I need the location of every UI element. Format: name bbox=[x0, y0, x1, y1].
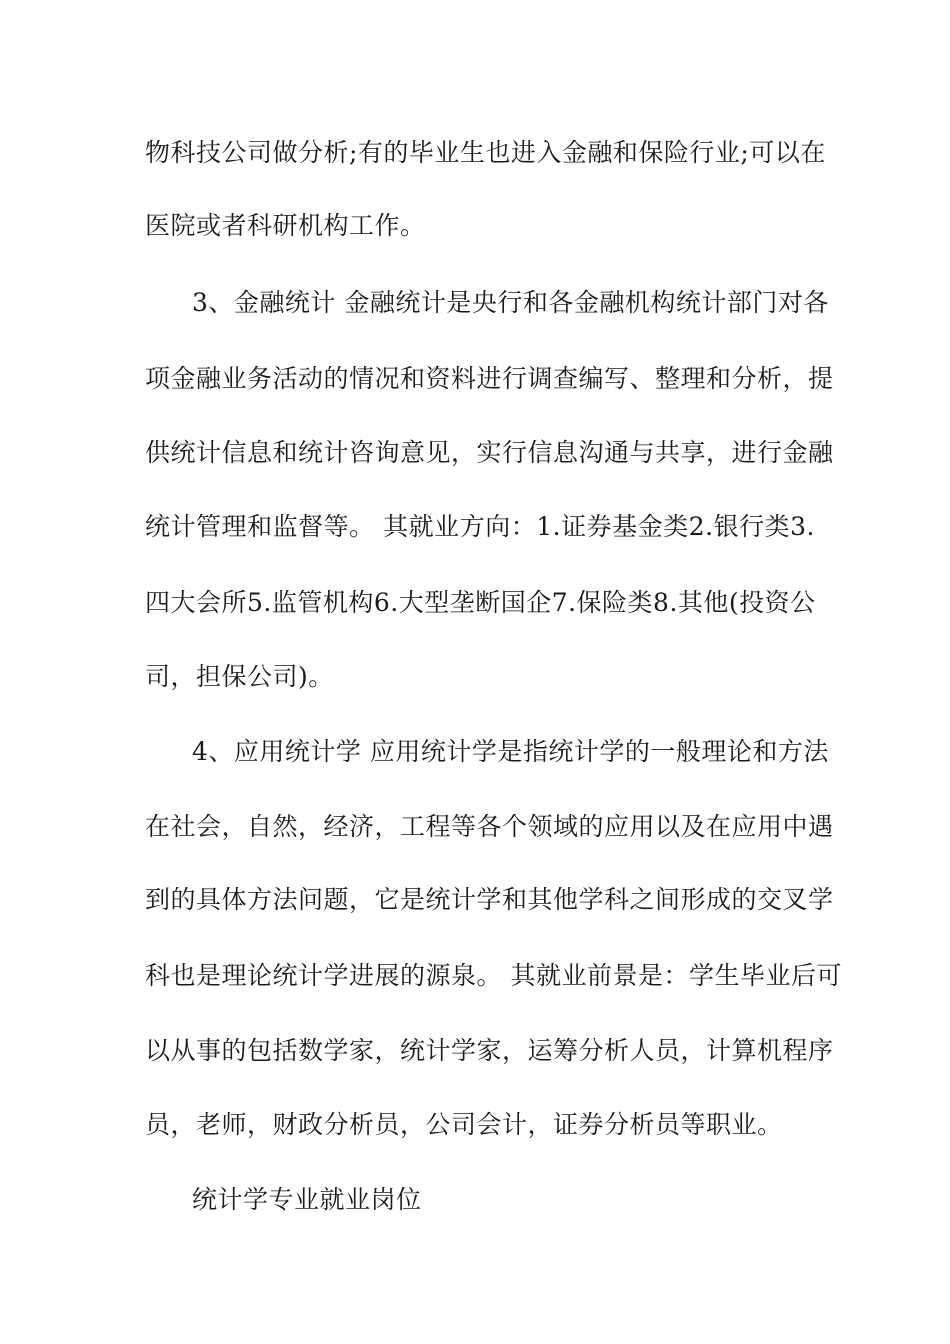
section-heading: 统计学专业就业岗位 bbox=[192, 1185, 422, 1214]
text-line: 以从事的包括数学家，统计学家，运筹分析人员，计算机程序 bbox=[145, 1036, 834, 1065]
paragraph-heading-financial-statistics: 3、金融统计 金融统计是央行和各金融机构统计部门对各 bbox=[192, 288, 829, 317]
text-line: 员，老师，财政分析员，公司会计，证券分析员等职业。 bbox=[145, 1110, 783, 1139]
text-line: 在社会，自然，经济，工程等各个领域的应用以及在应用中遇 bbox=[145, 812, 834, 841]
text-line: 四大会所5.监管机构6.大型垄断国企7.保险类8.其他(投资公 bbox=[145, 588, 816, 617]
text-line: 物科技公司做分析;有的毕业生也进入金融和保险行业;可以在 bbox=[145, 138, 826, 167]
text-line: 统计管理和监督等。 其就业方向：1.证券基金类2.银行类3. bbox=[145, 512, 815, 541]
text-line: 司，担保公司)。 bbox=[145, 662, 334, 691]
text-line: 供统计信息和统计咨询意见，实行信息沟通与共享，进行金融 bbox=[145, 438, 834, 467]
text-line: 到的具体方法问题，它是统计学和其他学科之间形成的交叉学 bbox=[145, 885, 834, 914]
paragraph-heading-applied-statistics: 4、应用统计学 应用统计学是指统计学的一般理论和方法 bbox=[192, 737, 829, 766]
text-line: 医院或者科研机构工作。 bbox=[145, 211, 426, 240]
text-line: 项金融业务活动的情况和资料进行调查编写、整理和分析，提 bbox=[145, 364, 834, 393]
text-line: 科也是理论统计学进展的源泉。 其就业前景是：学生毕业后可 bbox=[145, 961, 842, 990]
